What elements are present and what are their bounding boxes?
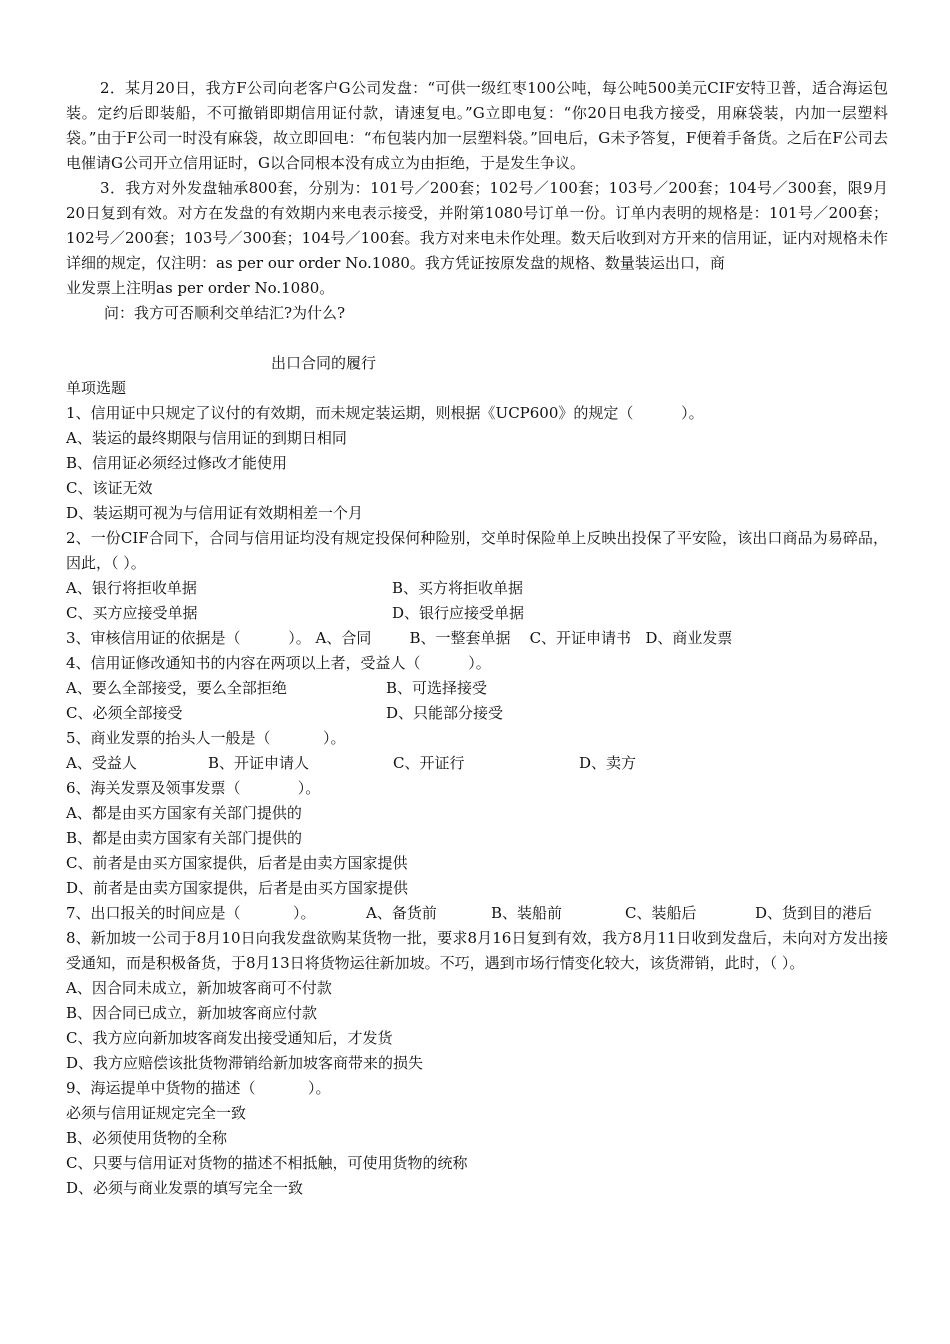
q9-option-b: B、必须使用货物的全称: [66, 1129, 228, 1147]
section-title: 出口合同的履行: [271, 354, 377, 372]
q2-stem: 2、一份CIF合同下，合同与信用证均没有规定投保何种险别，交单时保险单上反映出投保了平安险，该出口商品为易碎品，因此，（ ）。: [66, 529, 888, 572]
question-type-heading: 单项选题: [66, 379, 127, 397]
q4-option-c: C、必须全部接受: [66, 704, 183, 722]
q7-option-d: D、货到目的港后: [755, 904, 873, 922]
q7-option-c: C、装船后: [625, 904, 697, 922]
q8-option-a: A、因合同未成立，新加坡客商可不付款: [66, 979, 332, 997]
q8-option-b: B、因合同已成立，新加坡客商应付款: [66, 1004, 318, 1022]
q6-option-c: C、前者是由买方国家提供，后者是由卖方国家提供: [66, 854, 408, 872]
q7-stem: 7、出口报关的时间应是（ ）。: [66, 904, 316, 922]
q9-option-a: 必须与信用证规定完全一致: [66, 1104, 247, 1122]
q5-option-a: A、受益人: [66, 754, 137, 772]
q6-option-d: D、前者是由卖方国家提供，后者是由买方国家提供: [66, 879, 409, 897]
q4-option-a: A、要么全部接受，要么全部拒绝: [66, 679, 287, 697]
case-3-tail: 业发票上注明as per order No.1080。: [66, 279, 335, 297]
q4-option-b: B、可选择接受: [386, 679, 488, 697]
q8-option-c: C、我方应向新加坡客商发出接受通知后，才发货: [66, 1029, 393, 1047]
q5-option-d: D、卖方: [579, 754, 637, 772]
q2-option-a: A、银行将拒收单据: [66, 579, 197, 597]
case-3-question: 问：我方可否顺利交单结汇?为什么?: [104, 304, 346, 322]
q1-option-c: C、该证无效: [66, 479, 153, 497]
q4-stem: 4、信用证修改通知书的内容在两项以上者，受益人（ ）。: [66, 654, 491, 672]
q9-stem: 9、海运提单中货物的描述（ ）。: [66, 1079, 331, 1097]
q7-row: [66, 901, 888, 926]
q3-stem-with-options: 3、审核信用证的依据是（ ）。 A、合同 B、一整套单据 C、开证申请书 D、商业发票: [66, 629, 733, 647]
q2-options-row-1: [66, 576, 888, 601]
q6-stem: 6、海关发票及领事发票（ ）。: [66, 779, 321, 797]
q2-option-d: D、银行应接受单据: [392, 604, 525, 622]
q1-option-d: D、装运期可视为与信用证有效期相差一个月: [66, 504, 364, 522]
q9-option-c: C、只要与信用证对货物的描述不相抵触，可使用货物的统称: [66, 1154, 468, 1172]
q8-option-d: D、我方应赔偿该批货物滞销给新加坡客商带来的损失: [66, 1054, 424, 1072]
q1-stem: 1、信用证中只规定了议付的有效期，而未规定装运期，则根据《UCP600》的规定（ ）。: [66, 404, 704, 422]
q7-option-b: B、装船前: [491, 904, 563, 922]
q9-option-d: D、必须与商业发票的填写完全一致: [66, 1179, 304, 1197]
spacer: [66, 326, 888, 351]
q4-option-d: D、只能部分接受: [386, 704, 504, 722]
q1-option-b: B、信用证必须经过修改才能使用: [66, 454, 288, 472]
q5-option-b: B、开证申请人: [208, 754, 310, 772]
q4-options-row-1: [66, 676, 888, 701]
q7-option-a: A、备货前: [366, 904, 437, 922]
q5-option-c: C、开证行: [393, 754, 465, 772]
q5-options-row: [66, 751, 888, 776]
case-3-paragraph: 3．我方对外发盘轴承800套，分别为：101号／200套；102号／100套；103号／200套；104号／300套，限9月20日复到有效。对方在发盘的有效期内来电表示接受，并附第1080号订单一份。订单内表明的规格是：101号／200套；102号／200套；103号／300套；104号／100套。我方对来电未作处理。数天后收到对方开来的信用证，证内对规格未作详细的规定，仅注明：as per our order No.1080。我方凭证按原发盘的规格、数量装运出口，商: [66, 179, 888, 272]
q5-stem: 5、商业发票的抬头人一般是（ ）。: [66, 729, 346, 747]
q6-option-b: B、都是由卖方国家有关部门提供的: [66, 829, 303, 847]
q2-options-row-2: [66, 601, 888, 626]
document-page: [66, 76, 888, 1201]
q6-option-a: A、都是由买方国家有关部门提供的: [66, 804, 302, 822]
case-2-paragraph: 2．某月20日，我方F公司向老客户G公司发盘：“可供一级红枣100公吨，每公吨500美元CIF安特卫普，适合海运包装。定约后即装船，不可撤销即期信用证付款，请速复电。”G立即电复：“你20日电我方接受，用麻袋装，内加一层塑料袋。”由于F公司一时没有麻袋，故立即回电：“布包装内加一层塑料袋。”回电后，G未予答复，F便着手备货。之后在F公司去电催请G公司开立信用证时，G以合同根本没有成立为由拒绝，于是发生争议。: [66, 79, 888, 172]
q8-stem: 8、新加坡一公司于8月10日向我发盘欲购某货物一批，要求8月16日复到有效，我方8月11日收到发盘后，未向对方发出接受通知，而是积极备货，于8月13日将货物运往新加坡。不巧，遇到市场行情变化较大，该货滞销，此时，（ ）。: [66, 929, 888, 972]
q1-option-a: A、装运的最终期限与信用证的到期日相同: [66, 429, 347, 447]
q2-option-b: B、买方将拒收单据: [392, 579, 524, 597]
q2-option-c: C、买方应接受单据: [66, 604, 198, 622]
q4-options-row-2: [66, 701, 888, 726]
